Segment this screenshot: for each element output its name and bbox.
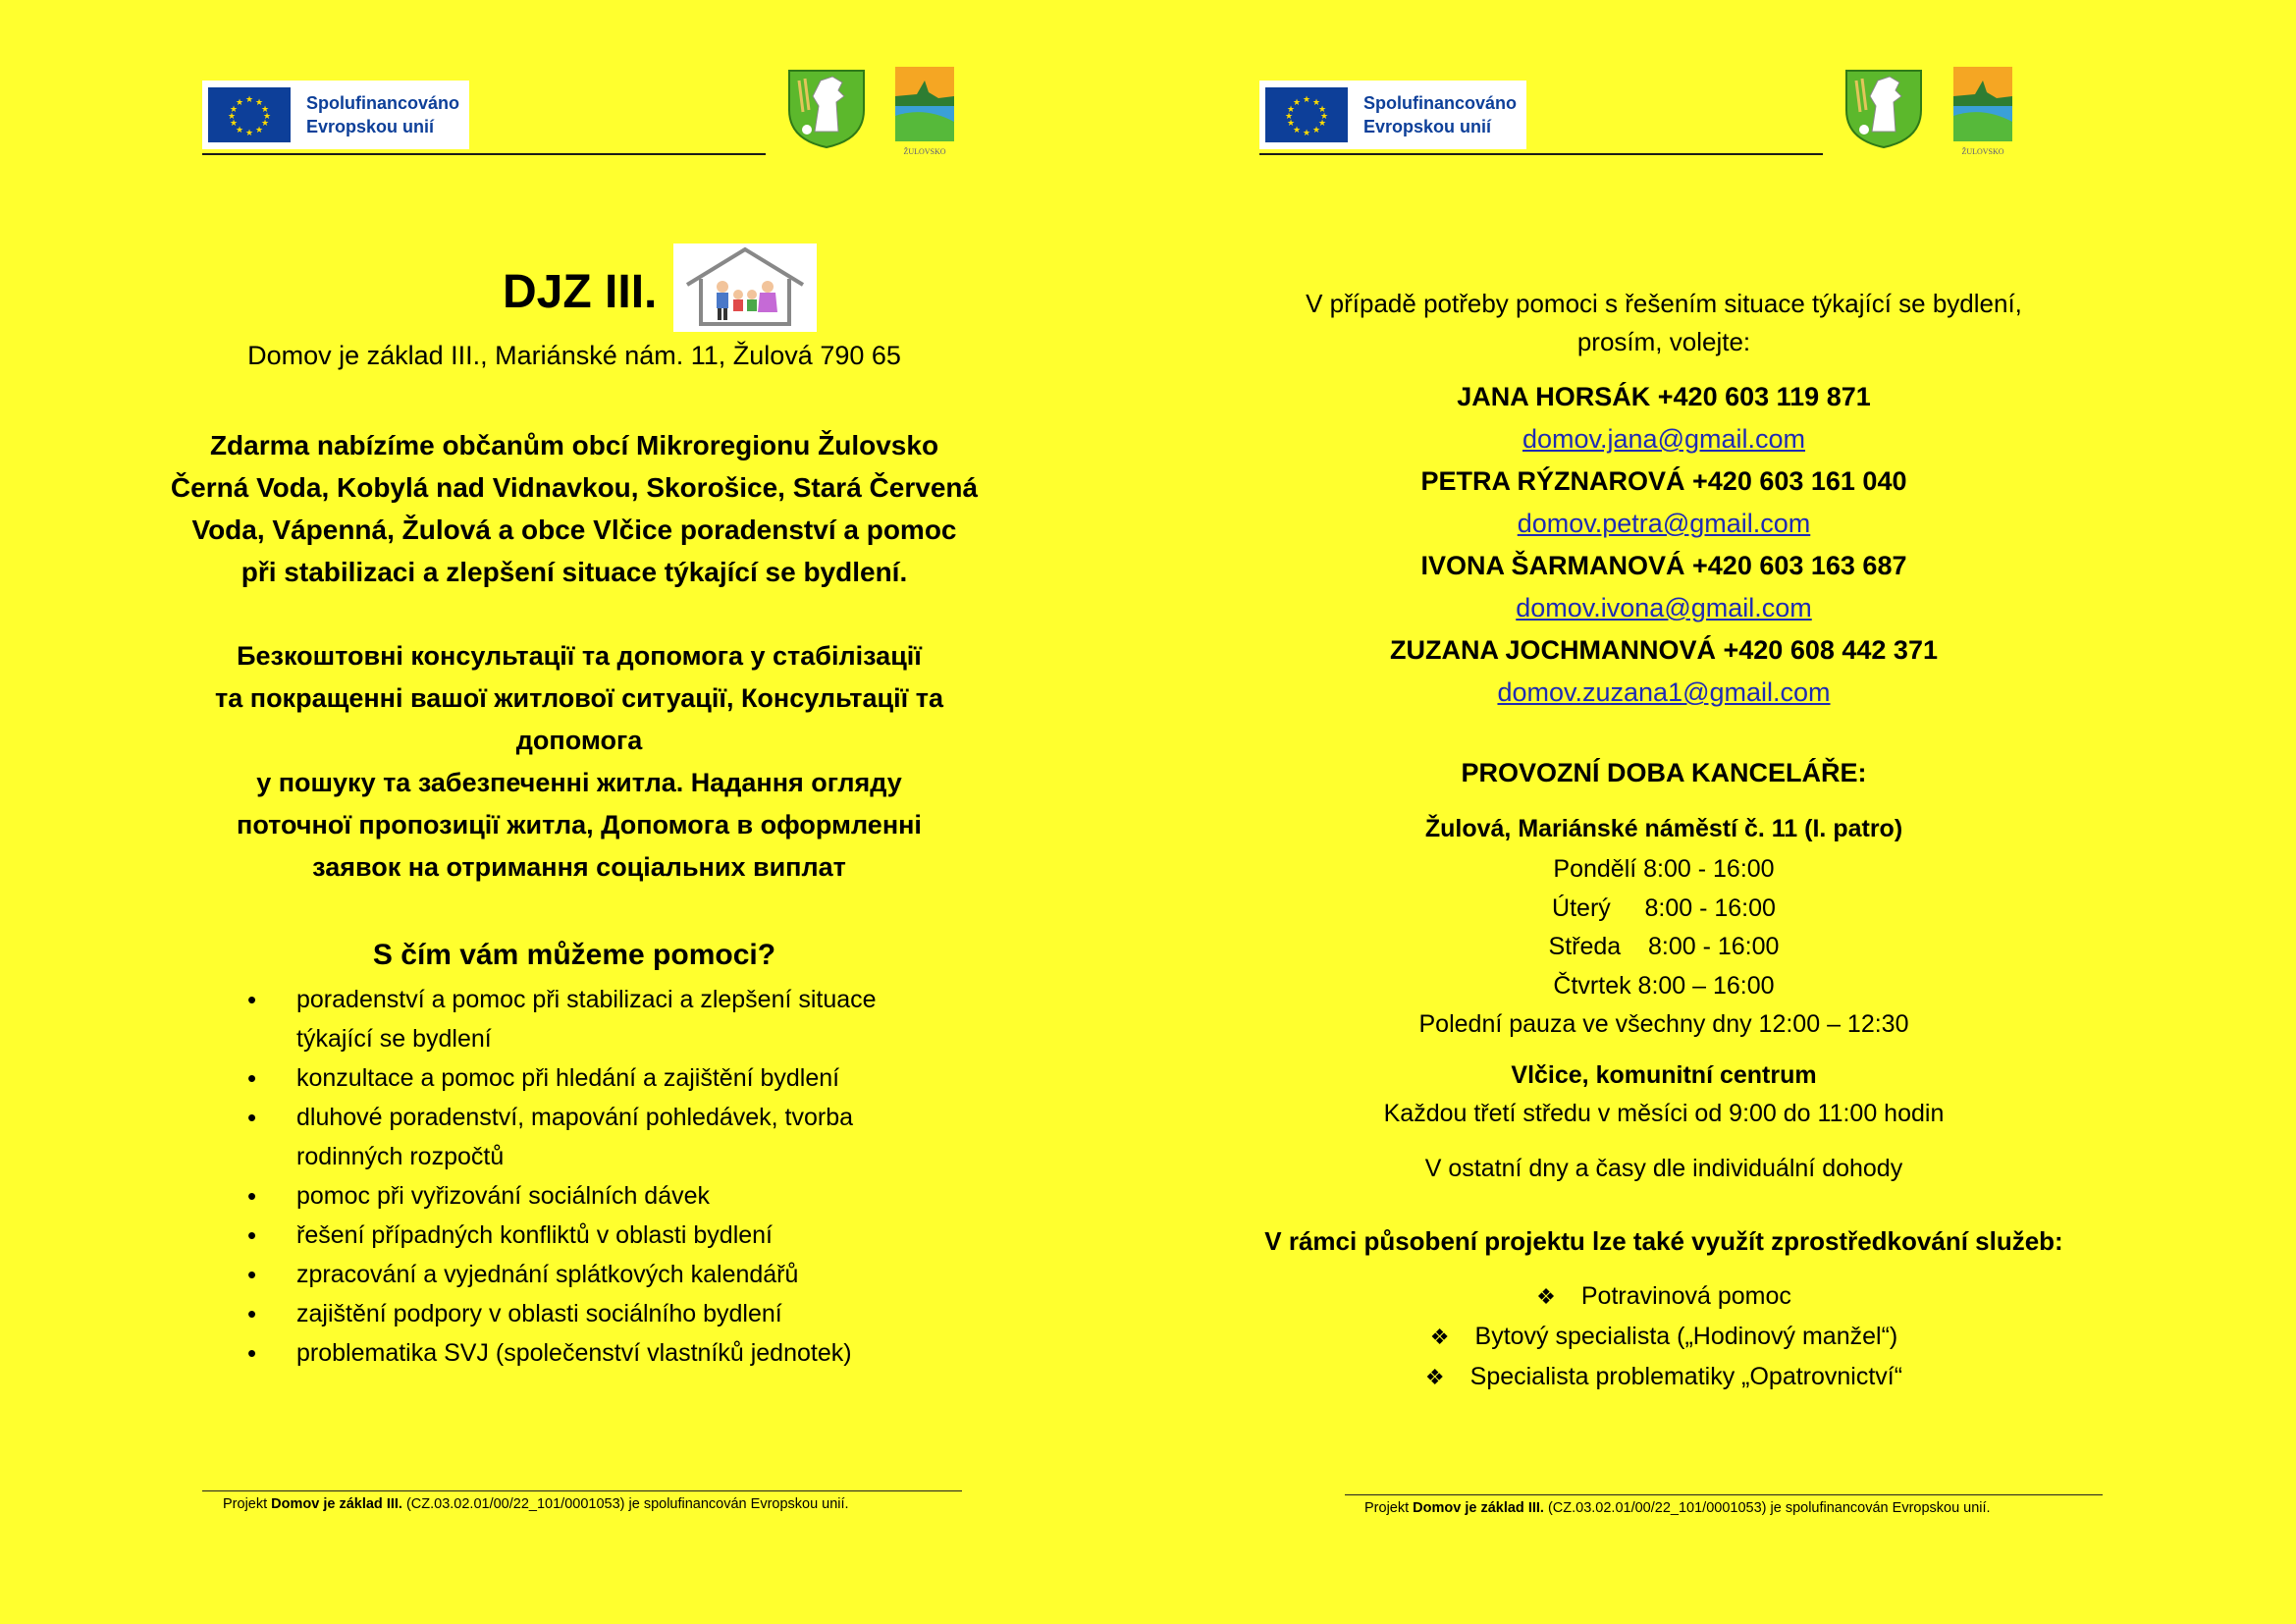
- list-item: [1276, 1357, 2052, 1397]
- svg-text:★: ★: [262, 112, 272, 122]
- svg-text:★: ★: [244, 95, 254, 105]
- service-line: zpracování a vyjednání splátkových kalendářů: [296, 1261, 799, 1288]
- vlcice-schedule: Každou třetí středu v měsíci od 9:00 do 11:00 hodin: [1383, 1100, 1945, 1127]
- svg-text:★: ★: [1284, 112, 1294, 122]
- offer-ukrainian: [177, 635, 982, 889]
- offer-ua-line: та покращенні вашої житлової ситуації, Консультації та: [215, 683, 943, 713]
- svg-text:★: ★: [1317, 119, 1327, 129]
- zulovsko-logo-icon: [1953, 67, 2012, 154]
- service-line: problematika SVJ (společenství vlastníků jednotek): [296, 1339, 852, 1367]
- footer-project-name: Domov je základ III.: [1413, 1500, 1544, 1516]
- svg-text:★: ★: [1302, 129, 1311, 138]
- offer-ua-line: Безкоштовні консультації та допомога у стабілізації: [237, 641, 922, 671]
- project-service-label: Specialista problematiky „Opatrovnictví“: [1469, 1363, 1903, 1390]
- footer-suffix: (CZ.03.02.01/00/22_101/0001053) je spolufinancován Evropskou unií.: [1543, 1500, 1991, 1516]
- footer-note: [223, 1495, 849, 1513]
- svg-text:★: ★: [1319, 112, 1329, 122]
- other-days-note: V ostatní dny a časy dle individuální dohody: [1424, 1155, 1903, 1182]
- header-rule: [202, 153, 766, 155]
- header-rule: [1259, 153, 1823, 155]
- svg-text:★: ★: [235, 126, 244, 135]
- list-item: [0, 1294, 905, 1333]
- offer-ua-line: заявок на отримання соціальних виплат: [312, 852, 846, 882]
- service-line: řešení případných konfliktů v oblasti bydlení: [296, 1221, 773, 1249]
- eu-logo-text-line1: Spolufinancováno: [306, 93, 460, 113]
- project-services-heading: V rámci působení projektu lze také využít zprostředkování služeb:: [1264, 1226, 2063, 1256]
- contact-name-phone[interactable]: JANA HORSÁK +420 603 119 871: [1457, 382, 1871, 411]
- office-hours-heading: PROVOZNÍ DOBA KANCELÁŘE:: [1461, 758, 1867, 787]
- family-house-icon: [673, 244, 817, 332]
- hours-row: Čtvrtek 8:00 – 16:00: [1553, 971, 1775, 1000]
- svg-text:★: ★: [229, 105, 239, 115]
- project-service-label: Bytový specialista („Hodinový manžel“): [1474, 1323, 1898, 1350]
- service-line: týkající se bydlení: [296, 1025, 492, 1053]
- service-line: pomoc při vyřizování sociálních dávek: [296, 1182, 711, 1210]
- town-crest-icon: [785, 67, 868, 154]
- offer-cz-line: Zdarma nabízíme občanům obcí Mikroregionu Žulovsko: [209, 430, 939, 460]
- office-hours-list: [1276, 850, 2052, 1045]
- contact-list: [1276, 376, 2052, 714]
- list-item: [0, 1216, 905, 1255]
- eu-flag-icon: [208, 87, 291, 142]
- contact-email-link[interactable]: domov.jana@gmail.com: [1522, 424, 1806, 454]
- contact-intro: [1286, 285, 2042, 361]
- eu-logo-text-line2: Evropskou unií: [1363, 117, 1492, 136]
- service-line: konzultace a pomoc při hledání a zajištění bydlení: [296, 1064, 840, 1092]
- svg-text:★: ★: [1292, 126, 1302, 135]
- svg-text:★: ★: [229, 119, 239, 129]
- list-item: [0, 1098, 905, 1176]
- title-row: [0, 244, 1148, 334]
- eu-cofinance-logo: [202, 81, 469, 149]
- svg-text:★: ★: [260, 105, 270, 115]
- bullet-icon: •: [247, 1260, 257, 1289]
- svg-text:★: ★: [254, 126, 264, 135]
- offer-czech: [157, 424, 991, 593]
- project-service-label: Potravinová pomoc: [1580, 1282, 1791, 1310]
- contact-name-phone[interactable]: ZUZANA JOCHMANNOVÁ +420 608 442 371: [1390, 635, 1938, 665]
- contact-email-link[interactable]: domov.ivona@gmail.com: [1516, 593, 1812, 623]
- bullet-icon: •: [247, 1181, 257, 1211]
- help-heading: S čím vám můžeme pomoci?: [372, 939, 776, 971]
- page-title: DJZ III.: [503, 266, 658, 318]
- offer-ua-line: поточної пропозиції житла, Допомога в оформленні: [237, 810, 922, 839]
- svg-text:★: ★: [1286, 119, 1296, 129]
- footer-note: [1364, 1499, 1991, 1517]
- hours-row: Pondělí 8:00 - 16:00: [1553, 855, 1775, 883]
- eu-logo-text-line2: Evropskou unií: [306, 117, 435, 136]
- town-crest-icon: [1842, 67, 1925, 154]
- contact-name-phone[interactable]: IVONA ŠARMANOVÁ +420 603 163 687: [1420, 551, 1907, 580]
- bullet-icon: •: [247, 985, 257, 1014]
- svg-text:★: ★: [1292, 98, 1302, 108]
- zulovsko-logo-icon: [895, 67, 954, 154]
- services-list: [0, 980, 1148, 1373]
- list-item: [1276, 1317, 2052, 1357]
- list-item: [0, 1058, 905, 1098]
- list-item: [0, 1333, 905, 1373]
- svg-text:★: ★: [1317, 105, 1327, 115]
- footer-suffix: (CZ.03.02.01/00/22_101/0001053) je spolufinancován Evropskou unií.: [401, 1496, 849, 1512]
- office-location: Žulová, Mariánské náměstí č. 11 (I. patro): [1424, 815, 1903, 842]
- bullet-icon: •: [247, 1063, 257, 1093]
- contact-intro-line: prosím, volejte:: [1576, 327, 1751, 356]
- zulovsko-logo-caption: ŽULOVSKO: [1961, 147, 2004, 156]
- footer-prefix: Projekt: [223, 1496, 272, 1512]
- diamond-bullet-icon: ❖: [1424, 1365, 1445, 1389]
- address: Domov je základ III., Mariánské nám. 11, Žulová 790 65: [247, 341, 901, 370]
- svg-text:★: ★: [254, 98, 264, 108]
- service-line: dluhové poradenství, mapování pohledávek, tvorba: [296, 1104, 854, 1131]
- offer-cz-line: Černá Voda, Kobylá nad Vidnavkou, Skorošice, Stará Červená: [170, 472, 979, 503]
- footer-rule: [1345, 1494, 2103, 1495]
- svg-text:★: ★: [1311, 98, 1321, 108]
- hours-row: Úterý 8:00 - 16:00: [1552, 893, 1776, 922]
- service-line: zajištění podpory v oblasti sociálního bydlení: [296, 1300, 782, 1327]
- svg-text:★: ★: [260, 119, 270, 129]
- hours-row: Polední pauza ve všechny dny 12:00 – 12:30: [1418, 1010, 1909, 1038]
- svg-text:★: ★: [244, 129, 254, 138]
- svg-text:★: ★: [1302, 95, 1311, 105]
- list-item: [0, 980, 905, 1058]
- list-item: [0, 1176, 905, 1216]
- list-item: [1276, 1276, 2052, 1317]
- offer-cz-line: při stabilizaci a zlepšení situace týkající se bydlení.: [240, 557, 908, 587]
- diamond-bullet-icon: ❖: [1429, 1325, 1450, 1349]
- footer-project-name: Domov je základ III.: [271, 1496, 402, 1512]
- hours-row: Středa 8:00 - 16:00: [1548, 933, 1780, 960]
- eu-cofinance-logo: [1259, 81, 1526, 149]
- offer-ua-line: у пошуку та забезпеченні житла. Надання огляду: [256, 768, 902, 797]
- service-line: rodinných rozpočtů: [296, 1143, 505, 1170]
- footer-rule: [202, 1490, 962, 1491]
- contact-intro-line: V případě potřeby pomoci s řešením situace týkající se bydlení,: [1306, 289, 2022, 318]
- service-line: poradenství a pomoc při stabilizaci a zlepšení situace: [296, 986, 877, 1013]
- eu-logo-text-line1: Spolufinancováno: [1363, 93, 1518, 113]
- offer-cz-line: Voda, Vápenná, Žulová a obce Vlčice poradenství a pomoc: [191, 514, 957, 545]
- contact-email-link[interactable]: domov.petra@gmail.com: [1517, 509, 1811, 538]
- zulovsko-logo-caption: ŽULOVSKO: [903, 147, 946, 156]
- svg-text:★: ★: [227, 112, 237, 122]
- list-item: [0, 1255, 905, 1294]
- bullet-icon: •: [247, 1338, 257, 1368]
- bullet-icon: •: [247, 1299, 257, 1328]
- contact-email-link[interactable]: domov.zuzana1@gmail.com: [1497, 677, 1831, 707]
- vlcice-heading: Vlčice, komunitní centrum: [1511, 1061, 1817, 1089]
- bullet-icon: •: [247, 1220, 257, 1250]
- svg-text:★: ★: [1311, 126, 1321, 135]
- offer-ua-line: допомога: [515, 726, 643, 755]
- svg-text:★: ★: [1286, 105, 1296, 115]
- svg-text:★: ★: [235, 98, 244, 108]
- eu-flag-icon: [1265, 87, 1348, 142]
- contact-name-phone[interactable]: PETRA RÝZNAROVÁ +420 603 161 040: [1420, 466, 1907, 496]
- diamond-bullet-icon: ❖: [1536, 1284, 1556, 1309]
- bullet-icon: •: [247, 1103, 257, 1132]
- footer-prefix: Projekt: [1364, 1500, 1414, 1516]
- project-services-list: [1276, 1276, 2052, 1397]
